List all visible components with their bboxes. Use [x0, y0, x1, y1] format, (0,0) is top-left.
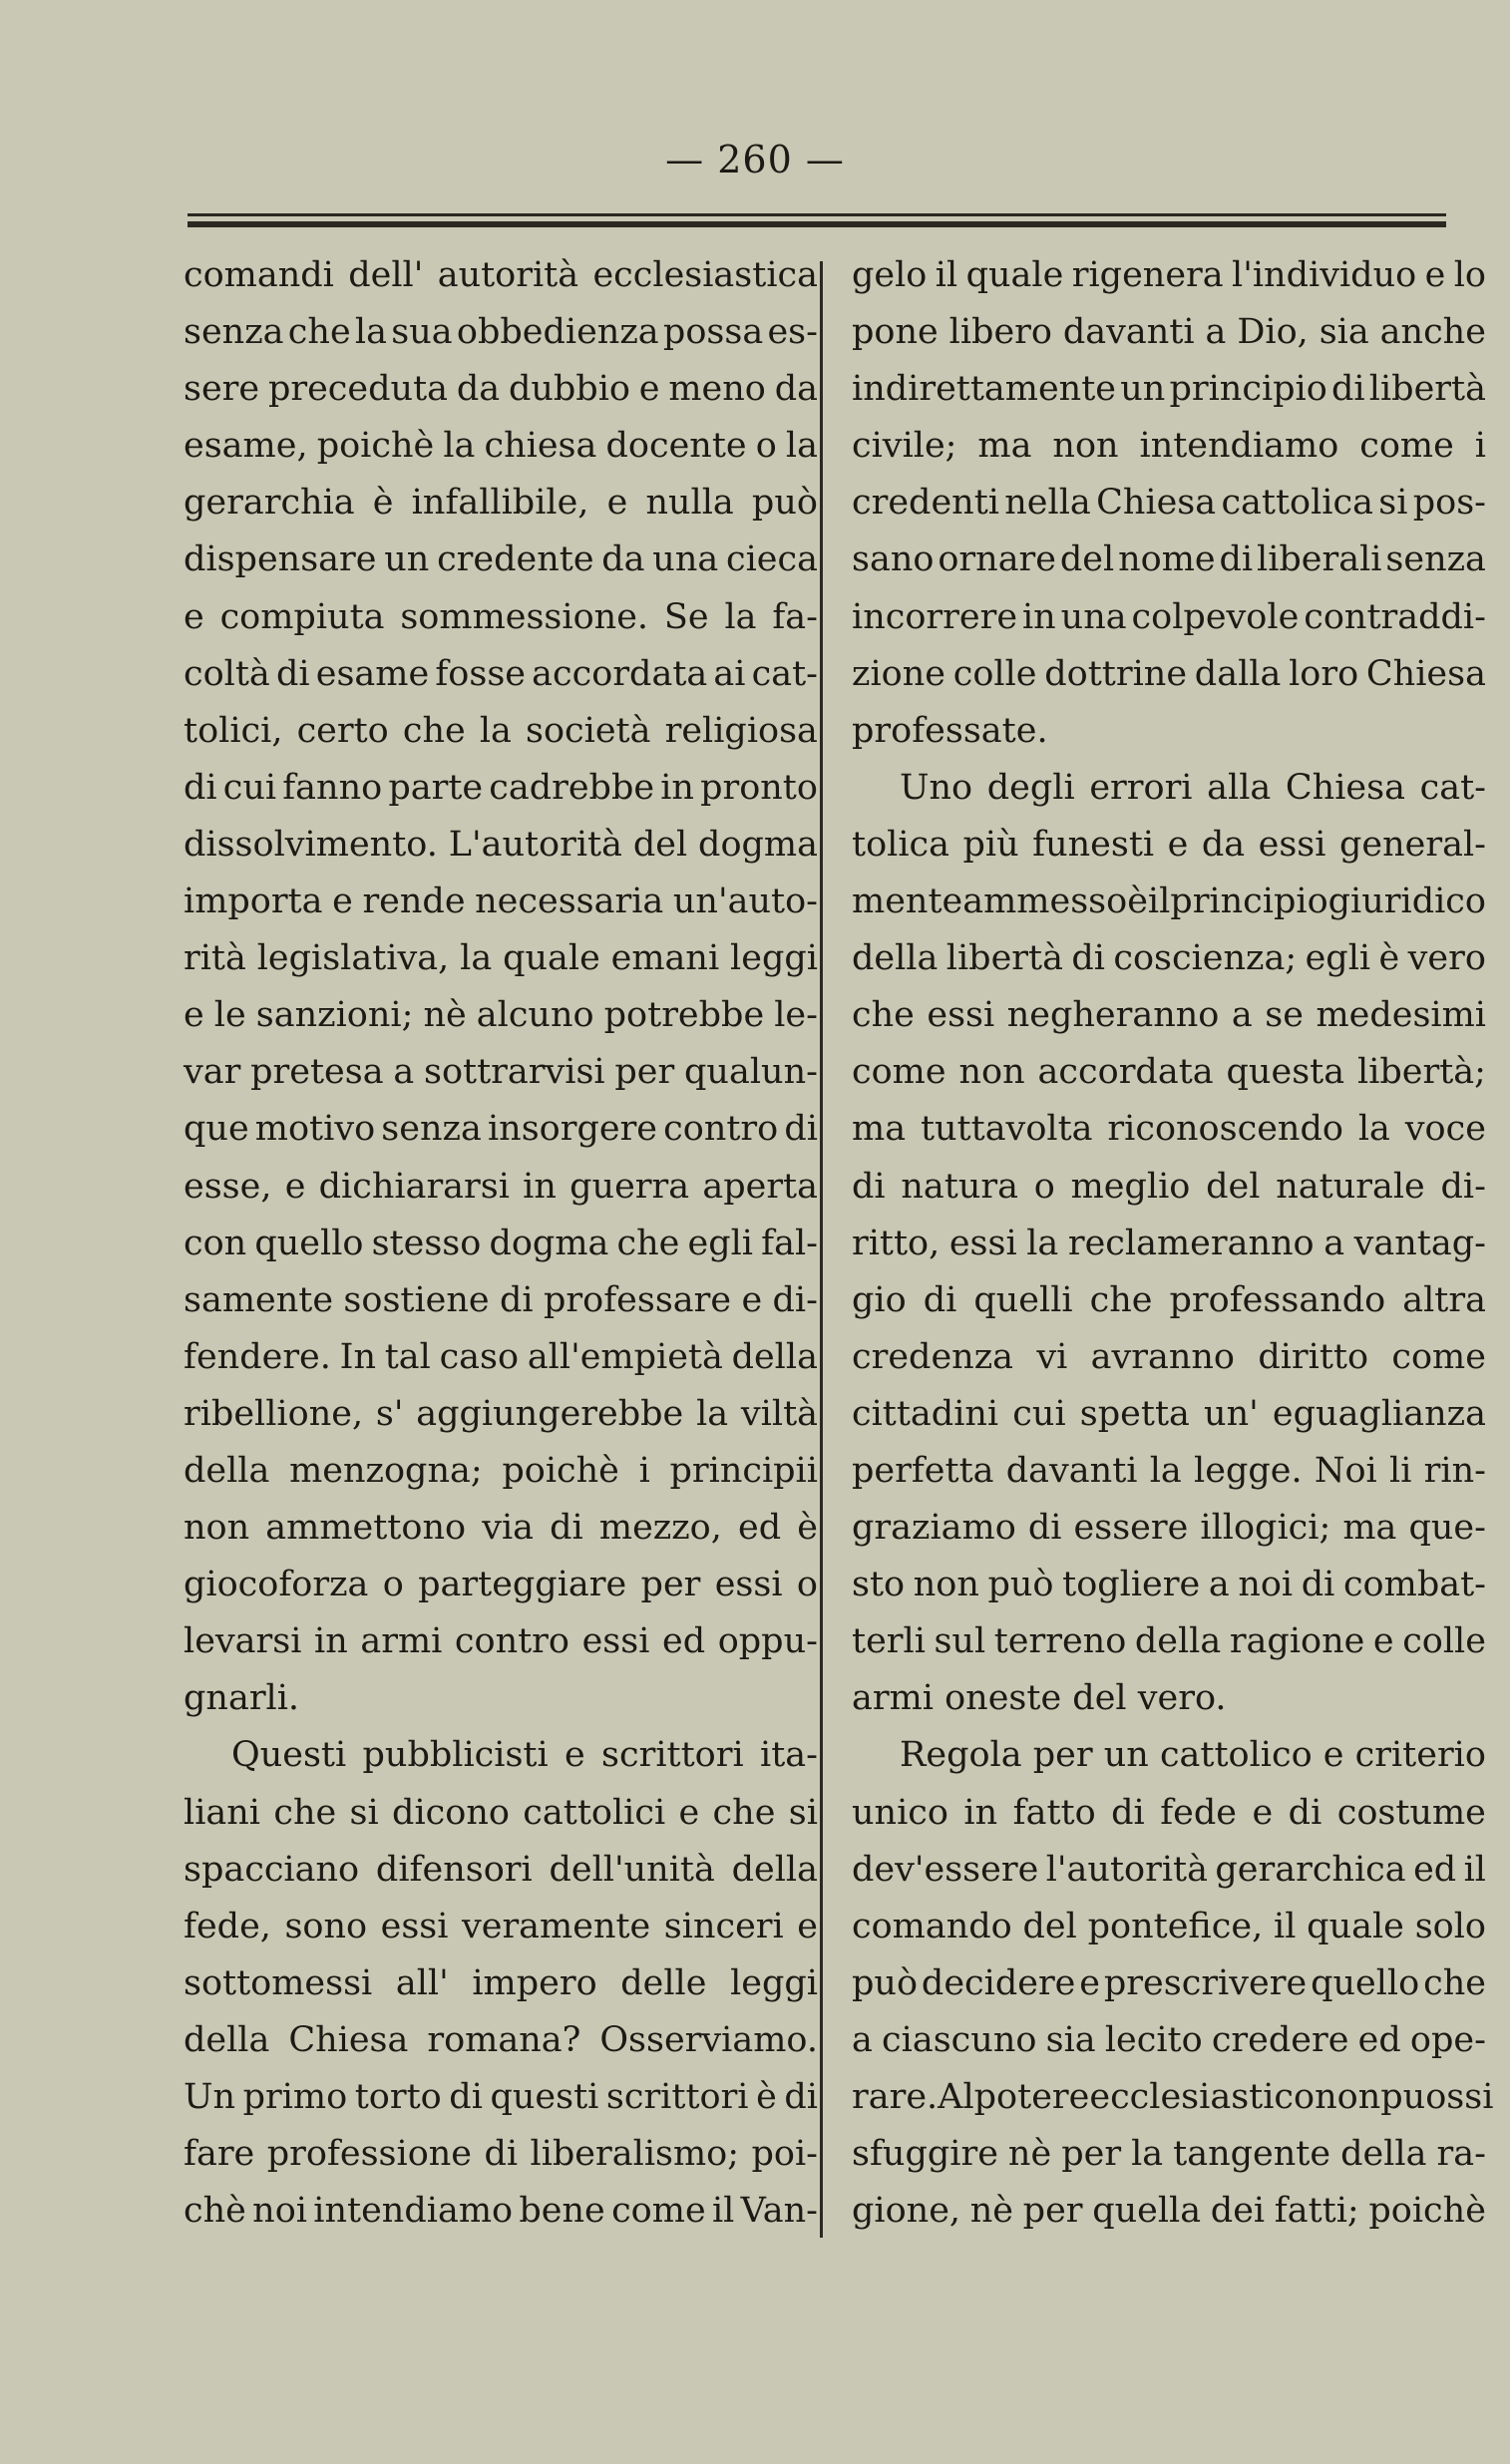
text-line: ritto, essi la reclameranno a vantag-: [852, 1223, 1486, 1263]
text-line: zione colle dottrine dalla loro Chiesa: [852, 653, 1486, 694]
text-line: credenza vi avranno diritto come: [852, 1336, 1486, 1377]
text-line: Uno degli errori alla Chiesa cat-: [900, 767, 1486, 808]
text-line: e compiuta sommessione. Se la fa-: [184, 596, 818, 637]
text-line: Questi pubblicisti e scrittori ita-: [231, 1735, 818, 1776]
text-line: gelo il quale rigenera l'individuo e lo: [852, 255, 1486, 295]
text-line: della libertà di coscienza; egli è vero: [852, 938, 1486, 979]
text-line: sto non può togliere a noi di combat-: [852, 1565, 1486, 1605]
text-line: coltà di esame fosse accordata ai cat-: [184, 653, 818, 694]
text-line: ma tuttavolta riconoscendo la voce: [852, 1109, 1486, 1150]
text-line: fendere. In tal caso all'empietà della: [184, 1336, 818, 1377]
text-line: della Chiesa romana? Osserviamo.: [184, 2019, 818, 2060]
text-line: fede, sono essi veramente sinceri e: [184, 1906, 818, 1946]
text-line: cittadini cui spetta un' eguaglianza: [852, 1393, 1486, 1434]
text-line: sere preceduta da dubbio e meno da: [184, 369, 818, 410]
text-line: unico in fatto di fede e di costume: [852, 1792, 1486, 1833]
text-line: gnarli.: [184, 1678, 300, 1719]
text-line: e le sanzioni; nè alcuno potrebbe le-: [184, 995, 818, 1036]
text-line: Regola per un cattolico e criterio: [900, 1735, 1486, 1776]
text-line: levarsi in armi contro essi ed oppu-: [184, 1621, 818, 1662]
text-line: a ciascuno sia lecito credere ed ope-: [852, 2019, 1486, 2060]
text-line: que motivo senza insorgere contro di: [184, 1109, 818, 1150]
text-line: ribellione, s' aggiungerebbe la viltà: [184, 1393, 818, 1434]
text-line: incorrere in una colpevole contraddi-: [852, 596, 1486, 637]
text-line: dev'essere l'autorità gerarchica ed il: [852, 1849, 1486, 1890]
text-line: terli sul terreno della ragione e colle: [852, 1621, 1486, 1662]
page-number: — 260 —: [665, 138, 845, 181]
text-line: armi oneste del vero.: [852, 1678, 1227, 1719]
text-line: spacciano difensori dell'unità della: [184, 1849, 818, 1890]
text-line: della menzogna; poichè i principii: [184, 1450, 818, 1491]
left-column: [184, 247, 818, 2240]
text-line: di cui fanno parte cadrebbe in pronto: [184, 767, 818, 808]
text-line: sano ornare del nome di liberali senza: [852, 539, 1486, 580]
text-line: senza che la sua obbedienza possa es-: [184, 312, 818, 353]
text-line: comandi dell' autorità ecclesiastica: [184, 255, 818, 295]
text-line: rità legislativa, la quale emani leggi: [184, 938, 818, 979]
text-line: Un primo torto di questi scrittori è di: [184, 2077, 818, 2117]
text-line: mente ammesso è il principio giuridico: [852, 881, 1486, 922]
column-divider: [820, 261, 823, 2238]
text-line: perfetta davanti la legge. Noi li rin-: [852, 1450, 1486, 1491]
right-column: [852, 247, 1494, 2240]
text-line: var pretesa a sottrarvisi per qualun-: [184, 1052, 818, 1093]
text-line: tolici, certo che la società religiosa: [184, 710, 818, 751]
text-line: può decidere e prescrivere quello che: [852, 1962, 1486, 2003]
header-rule-thick: [188, 221, 1446, 227]
text-line: dispensare un credente da una cieca: [184, 539, 818, 580]
text-line: fare professione di liberalismo; poi-: [184, 2134, 818, 2175]
text-line: rare. Al potere ecclesiastico non puossi: [852, 2077, 1494, 2117]
text-line: credenti nella Chiesa cattolica si pos-: [852, 483, 1486, 524]
text-line: chè noi intendiamo bene come il Van-: [184, 2191, 818, 2232]
text-line: liani che si dicono cattolici e che si: [184, 1792, 818, 1833]
text-line: civile; ma non intendiamo come i: [852, 426, 1486, 467]
text-line: esame, poichè la chiesa docente o la: [184, 426, 818, 467]
text-line: importa e rende necessaria un'auto-: [184, 881, 818, 922]
text-line: con quello stesso dogma che egli fal-: [184, 1223, 818, 1263]
text-line: indirettamente un principio di libertà: [852, 369, 1486, 410]
text-line: sottomessi all' impero delle leggi: [184, 1962, 818, 2003]
text-line: non ammettono via di mezzo, ed è: [184, 1508, 818, 1549]
text-line: gio di quelli che professando altra: [852, 1279, 1486, 1320]
text-line: come non accordata questa libertà;: [852, 1052, 1486, 1093]
text-line: professate.: [852, 710, 1048, 751]
text-line: tolica più funesti e da essi general-: [852, 824, 1486, 865]
text-line: comando del pontefice, il quale solo: [852, 1906, 1486, 1946]
text-line: graziamo di essere illogici; ma que-: [852, 1508, 1486, 1549]
header-rule-thin: [188, 213, 1446, 216]
text-line: che essi negheranno a se medesimi: [852, 995, 1486, 1036]
text-line: di natura o meglio del naturale di-: [852, 1166, 1486, 1207]
text-line: samente sostiene di professare e di-: [184, 1279, 818, 1320]
text-line: gerarchia è infallibile, e nulla può: [184, 483, 818, 524]
text-line: pone libero davanti a Dio, sia anche: [852, 312, 1486, 353]
text-line: giocoforza o parteggiare per essi o: [184, 1565, 818, 1605]
text-line: esse, e dichiararsi in guerra aperta: [184, 1166, 818, 1207]
text-line: dissolvimento. L'autorità del dogma: [184, 824, 818, 865]
text-line: sfuggire nè per la tangente della ra-: [852, 2134, 1486, 2175]
text-line: gione, nè per quella dei fatti; poichè: [852, 2191, 1486, 2232]
